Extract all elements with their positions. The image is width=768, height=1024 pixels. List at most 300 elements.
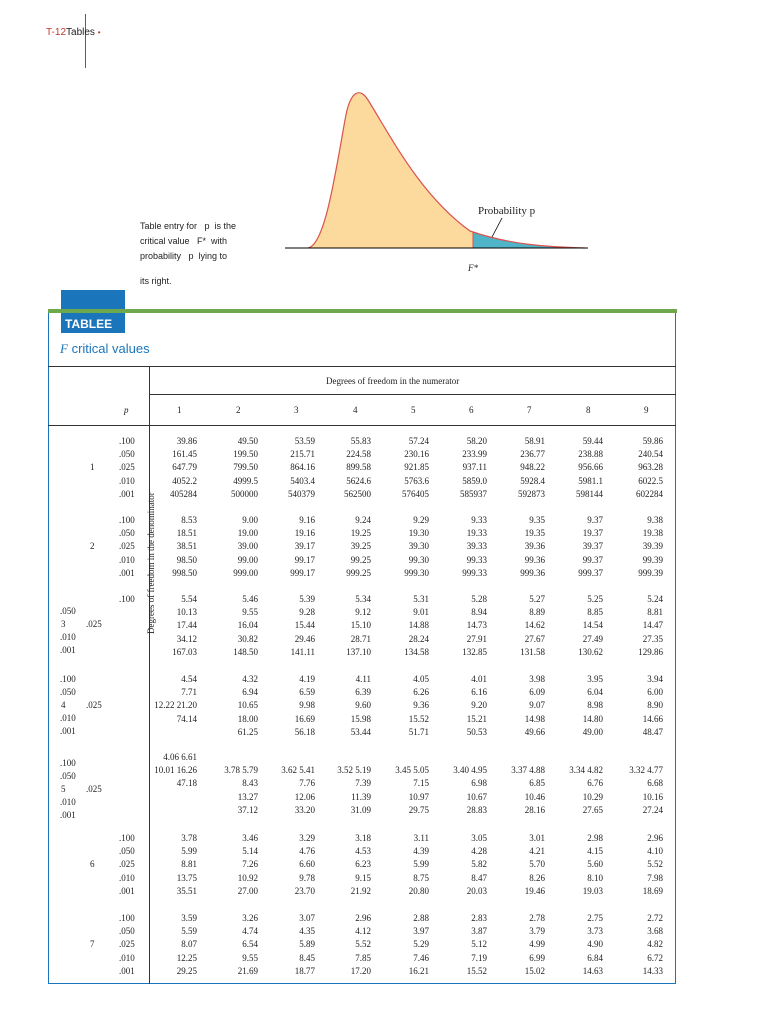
column-header: 8 (586, 405, 591, 415)
table-cell: 59.86 (642, 436, 663, 446)
table-cell: 2.96 (647, 833, 663, 843)
table-cell: 21.69 (237, 965, 258, 976)
column-header: 2 (236, 405, 241, 415)
table-cell: 28.24 (408, 633, 429, 644)
table-cell: 9.20 (471, 700, 487, 711)
table-cell: 500000 (231, 488, 258, 499)
p-level-label: .010 (60, 713, 76, 723)
table-tag: TABLEE (61, 313, 125, 333)
title-f: F (60, 341, 68, 356)
table-cell: 4.06 6.61 (163, 752, 197, 762)
fstar-label: F* (468, 263, 478, 273)
table-cell: 230.16 (404, 449, 429, 460)
table-cell: 9.55 (242, 607, 258, 618)
table-cell: 6.68 (647, 778, 663, 789)
table-cell: 19.03 (582, 885, 603, 896)
p-level-label: .100 (60, 674, 76, 684)
numerator-heading: Degrees of freedom in the numerator (326, 376, 460, 386)
table-cell: 999.36 (520, 567, 545, 578)
table-cell: 14.54 (582, 620, 603, 631)
table-cell: 5624.6 (346, 475, 371, 486)
table-cell: 28.16 (524, 804, 545, 815)
table-cell: 29.46 (294, 633, 315, 644)
table-cell: 4.54 (181, 674, 197, 684)
table-cell: 4.39 (413, 846, 429, 857)
table-cell: 405284 (170, 488, 197, 499)
table-cell: 3.37 4.88 (511, 765, 545, 776)
table-cell: 9.15 (355, 872, 371, 883)
table-cell: 10.97 (408, 791, 429, 802)
table-cell: 39.00 (237, 541, 258, 552)
table-cell: 131.58 (520, 646, 545, 657)
table-rule-vertical (149, 366, 150, 984)
table-cell: 5.27 (529, 594, 545, 604)
table-cell: 4.05 (413, 674, 429, 684)
table-cell: 12.25 (176, 952, 197, 963)
table-cell: 4.28 (471, 846, 487, 857)
table-cell: 921.85 (404, 462, 429, 473)
table-cell: 4.19 (299, 674, 315, 684)
table-cell: 602284 (636, 488, 663, 499)
table-cell: 19.16 (294, 528, 315, 539)
table-cell: 61.25 (237, 726, 258, 737)
table-cell: 50.53 (466, 726, 487, 737)
p-heading: p (124, 405, 129, 415)
table-cell: 28.71 (350, 633, 371, 644)
p-level-label: .100 (119, 913, 135, 923)
table-cell: 53.59 (294, 436, 315, 446)
table-cell: 14.47 (642, 620, 663, 631)
figure-note (140, 219, 280, 289)
table-cell: 7.26 (242, 859, 258, 870)
table-cell: 4.21 (529, 846, 545, 857)
table-cell: 8.07 (181, 939, 197, 950)
table-cell: 49.66 (524, 726, 545, 737)
table-cell: 5.14 (242, 846, 258, 857)
table-cell: 59.44 (582, 436, 603, 446)
table-cell: 14.33 (642, 965, 663, 976)
table-cell: 598144 (576, 488, 603, 499)
table-cell: 34.12 (176, 633, 197, 644)
table-cell: 8.26 (529, 872, 545, 883)
table-cell: 5.28 (471, 594, 487, 604)
table-cell: 18.51 (176, 528, 197, 539)
table-cell: 4052.2 (172, 475, 197, 486)
table-cell: 51.71 (408, 726, 429, 737)
table-cell: 540379 (288, 488, 315, 499)
df-label: 2 (90, 541, 95, 552)
table-cell: 5.60 (587, 859, 603, 870)
table-cell: 16.21 (408, 965, 429, 976)
table-cell: 238.88 (578, 449, 603, 460)
table-cell: 647.79 (172, 462, 197, 473)
table-cell: 23.70 (294, 885, 315, 896)
table-cell: 33.20 (294, 804, 315, 815)
table-cell: 6.72 (647, 952, 663, 963)
table-cell: 9.37 (587, 515, 603, 525)
table-cell: 39.17 (294, 541, 315, 552)
table-cell: 7.76 (299, 778, 315, 789)
table-cell: 4.32 (242, 674, 258, 684)
table-cell: 28.83 (466, 804, 487, 815)
p-level-label: .025 (119, 462, 135, 473)
table-cell: 999.00 (233, 567, 258, 578)
table-cell: 5.29 (413, 939, 429, 950)
table-cell: 27.65 (582, 804, 603, 815)
table-cell: 6.60 (299, 859, 315, 870)
p-level-label: .100 (60, 758, 76, 768)
table-cell: 3.73 (587, 926, 603, 937)
table-cell: 4.15 (587, 846, 603, 857)
table-cell: 4.11 (355, 674, 371, 684)
table-rule-header (48, 425, 676, 426)
table-cell: 5763.6 (404, 475, 429, 486)
table-cell: 18.69 (642, 885, 663, 896)
p-level-label: .001 (60, 645, 76, 655)
table-cell: 5.54 (181, 594, 197, 604)
table-cell: 39.30 (408, 541, 429, 552)
table-cell: 8.98 (587, 700, 603, 711)
table-cell: 99.39 (642, 554, 663, 565)
table-cell: 4999.5 (233, 475, 258, 486)
table-cell: 99.36 (524, 554, 545, 565)
table-cell: 3.52 5.19 (337, 765, 371, 776)
table-cell: 4.90 (587, 939, 603, 950)
table-cell: 16.04 (237, 620, 258, 631)
table-cell: 19.00 (237, 528, 258, 539)
table-cell: 3.45 5.05 (395, 765, 429, 776)
table-cell: 38.51 (176, 541, 197, 552)
table-cell: 6022.5 (638, 475, 663, 486)
table-cell: 29.25 (176, 965, 197, 976)
table-cell: 3.59 (181, 913, 197, 923)
column-header: 4 (353, 405, 358, 415)
table-cell: 5.31 (413, 594, 429, 604)
table-cell: 998.50 (172, 567, 197, 578)
table-cell: 6.76 (587, 778, 603, 789)
table-cell: 15.02 (524, 965, 545, 976)
table-cell: 10.65 (237, 700, 258, 711)
note-line: probability p lying to (140, 251, 228, 261)
table-rule-top (48, 366, 676, 367)
table-cell: 2.88 (413, 913, 429, 923)
table-cell: 10.92 (237, 872, 258, 883)
table-cell: 8.81 (181, 859, 197, 870)
df-label: 7 (90, 939, 95, 950)
table-cell: 39.86 (176, 436, 197, 446)
p-level-label: .001 (119, 885, 135, 896)
table-cell: 4.74 (242, 926, 258, 937)
table-cell: 6.85 (529, 778, 545, 789)
table-cell: 3.01 (529, 833, 545, 843)
table-cell: 3.32 4.77 (629, 765, 663, 776)
table-cell: 2.72 (647, 913, 663, 923)
table-cell: 129.86 (638, 646, 663, 657)
table-cell: 3.18 (355, 833, 371, 843)
table-title (60, 341, 150, 357)
table-cell: 3.94 (647, 674, 663, 684)
table-cell: 4.10 (647, 846, 663, 857)
table-cell: 56.18 (294, 726, 315, 737)
table-cell: 9.00 (242, 515, 258, 525)
table-cell: 4.35 (299, 926, 315, 937)
table-cell: 15.10 (350, 620, 371, 631)
table-cell: 999.25 (346, 567, 371, 578)
table-cell: 4.99 (529, 939, 545, 950)
table-cell: 240.54 (638, 449, 663, 460)
table-cell: 9.98 (299, 700, 315, 711)
table-cell: 39.37 (582, 541, 603, 552)
table-cell: 14.73 (466, 620, 487, 631)
table-cell: 18.00 (237, 713, 258, 724)
table-cell: 5.46 (242, 594, 258, 604)
table-cell: 5859.0 (462, 475, 487, 486)
table-cell: 15.21 (466, 713, 487, 724)
table-cell: 130.62 (578, 646, 603, 657)
table-cell: 48.47 (642, 726, 663, 737)
column-header: 5 (411, 405, 416, 415)
table-cell: 9.55 (242, 952, 258, 963)
table-cell: 10.13 (176, 607, 197, 618)
table-cell: 17.44 (176, 620, 197, 631)
table-cell: 10.01 16.26 (154, 765, 197, 776)
table-cell: 956.66 (578, 462, 603, 473)
table-cell: 2.83 (471, 913, 487, 923)
table-cell: 5.52 (355, 939, 371, 950)
table-cell: 3.95 (587, 674, 603, 684)
p-level-label: .010 (119, 952, 135, 963)
table-cell: 562500 (344, 488, 371, 499)
table-cell: 236.77 (520, 449, 545, 460)
table-cell: 6.98 (471, 778, 487, 789)
table-cell: 4.01 (471, 674, 487, 684)
df-label: 5 (61, 784, 66, 794)
table-cell: 9.07 (529, 700, 545, 711)
table-cell: 35.51 (176, 885, 197, 896)
table-cell: 27.67 (524, 633, 545, 644)
table-cell: 5.70 (529, 859, 545, 870)
table-cell: 9.12 (355, 607, 371, 618)
table-cell: 49.00 (582, 726, 603, 737)
table-cell: 2.96 (355, 913, 371, 923)
table-cell: 5.99 (413, 859, 429, 870)
table-cell: 899.58 (346, 462, 371, 473)
p-level-label: .050 (60, 606, 76, 616)
table-cell: 799.50 (233, 462, 258, 473)
table-cell: 98.50 (176, 554, 197, 565)
table-cell: 7.39 (355, 778, 371, 789)
table-cell: 58.91 (524, 436, 545, 446)
table-cell: 9.36 (413, 700, 429, 711)
table-cell: 21.92 (350, 885, 371, 896)
table-cell: 7.19 (471, 952, 487, 963)
table-cell: 58.20 (466, 436, 487, 446)
table-cell: 27.91 (466, 633, 487, 644)
table-cell: 4.12 (355, 926, 371, 937)
table-cell: 39.25 (350, 541, 371, 552)
table-cell: 19.38 (642, 528, 663, 539)
p-level-label: .010 (119, 554, 135, 565)
probability-label: Probability p (478, 205, 536, 217)
table-cell: 55.83 (350, 436, 371, 446)
table-cell: 167.03 (172, 646, 197, 657)
table-cell: 7.85 (355, 952, 371, 963)
column-header: 3 (294, 405, 299, 415)
table-cell: 6.09 (529, 687, 545, 698)
p-level-label: .001 (60, 726, 76, 736)
table-cell: 592873 (518, 488, 545, 499)
table-cell: 137.10 (346, 646, 371, 657)
table-cell: 5.59 (181, 926, 197, 937)
column-header: 6 (469, 405, 474, 415)
table-cell: 9.24 (355, 515, 371, 525)
table-cell: 15.98 (350, 713, 371, 724)
table-cell: 99.37 (582, 554, 603, 565)
table-cell: 6.23 (355, 859, 371, 870)
table-cell: 999.17 (290, 567, 315, 578)
table-cell: 74.14 (176, 713, 197, 724)
section-name: Tables (66, 27, 95, 38)
p-level-label: .025 (119, 939, 135, 950)
table-cell: 10.29 (582, 791, 603, 802)
table-cell: 6.94 (242, 687, 258, 698)
table-cell: 29.75 (408, 804, 429, 815)
title-rest: critical values (67, 341, 150, 356)
pointer-arrow (492, 218, 502, 237)
table-cell: 5.82 (471, 859, 487, 870)
table-cell: 13.75 (176, 872, 197, 883)
table-cell: 999.39 (638, 567, 663, 578)
table-cell: 199.50 (233, 449, 258, 460)
table-cell: 3.07 (299, 913, 315, 923)
table-cell: 3.46 (242, 833, 258, 843)
p-level-label: .025 (119, 859, 135, 870)
table-cell: 57.24 (408, 436, 429, 446)
p-level-label: .010 (60, 797, 76, 807)
table-cell: 3.40 4.95 (453, 765, 487, 776)
table-cell: 39.39 (642, 541, 663, 552)
table-cell: 999.33 (462, 567, 487, 578)
page-number: T-12 (46, 27, 67, 38)
table-cell: 7.46 (413, 952, 429, 963)
table-cell: 3.11 (413, 833, 429, 843)
table-cell: 3.05 (471, 833, 487, 843)
table-cell: 6.84 (587, 952, 603, 963)
table-cell: 31.09 (350, 804, 371, 815)
p-level-label: .050 (119, 528, 135, 539)
table-cell: 14.63 (582, 965, 603, 976)
table-cell: 27.49 (582, 633, 603, 644)
table-cell: 2.98 (587, 833, 603, 843)
table-cell: 9.16 (299, 515, 315, 525)
table-cell: 5.25 (587, 594, 603, 604)
table-cell: 30.82 (237, 633, 258, 644)
p-level-label: .001 (60, 810, 76, 820)
table-cell: 141.11 (290, 646, 315, 657)
table-cell: 3.26 (242, 913, 258, 923)
note-line: Table entry for p is the (140, 221, 237, 231)
p-level-label: .050 (60, 687, 76, 697)
table-cell: 7.98 (647, 872, 663, 883)
table-cell: 5.24 (647, 594, 663, 604)
table-cell: 5981.1 (578, 475, 603, 486)
table-cell: 6.59 (299, 687, 315, 698)
table-cell: 15.44 (294, 620, 315, 631)
table-cell: 5403.4 (290, 475, 315, 486)
table-cell: 15.52 (408, 713, 429, 724)
table-cell: 134.58 (404, 646, 429, 657)
table-cell: 99.30 (408, 554, 429, 565)
running-header (46, 27, 101, 38)
table-cell: 11.39 (351, 791, 371, 802)
table-cell: 8.47 (471, 872, 487, 883)
p-level-label: .025 (86, 784, 102, 794)
df-label: 6 (90, 859, 95, 870)
table-cell: 3.34 4.82 (569, 765, 603, 776)
p-level-label: .100 (119, 436, 135, 446)
table-cell: 6.00 (647, 687, 663, 698)
table-cell: 53.44 (350, 726, 371, 737)
p-level-label: .010 (119, 475, 135, 486)
table-cell: 19.33 (466, 528, 487, 539)
table-cell: 8.75 (413, 872, 429, 883)
table-cell: 8.85 (587, 607, 603, 618)
table-cell: 9.28 (299, 607, 315, 618)
table-cell: 19.30 (408, 528, 429, 539)
table-cell: 948.22 (520, 462, 545, 473)
table-cell: 8.10 (587, 872, 603, 883)
table-cell: 3.29 (299, 833, 315, 843)
table-cell: 9.38 (647, 515, 663, 525)
table-cell: 3.68 (647, 926, 663, 937)
p-level-label: .001 (119, 965, 135, 976)
p-level-label: .050 (60, 771, 76, 781)
table-cell: 99.33 (466, 554, 487, 565)
table-cell: 4.76 (299, 846, 315, 857)
table-cell: 3.78 5.79 (224, 765, 258, 776)
table-cell: 99.00 (237, 554, 258, 565)
column-header: 7 (527, 405, 532, 415)
table-cell: 4.53 (355, 846, 371, 857)
df-label: 1 (90, 462, 95, 473)
table-cell: 3.78 (181, 833, 197, 843)
table-cell: 215.71 (290, 449, 315, 460)
table-cell: 13.27 (237, 791, 258, 802)
table-cell: 2.75 (587, 913, 603, 923)
p-level-label: .025 (119, 541, 135, 552)
column-header: 1 (177, 405, 182, 415)
table-cell: 937.11 (462, 462, 487, 473)
table-cell: 8.53 (181, 515, 197, 525)
table-cell: 10.16 (642, 791, 663, 802)
p-level-label: .025 (86, 619, 102, 629)
table-cell: 9.29 (413, 515, 429, 525)
table-cell: 9.33 (471, 515, 487, 525)
p-level-label: .001 (119, 567, 135, 578)
table-cell: 27.00 (237, 885, 258, 896)
table-cell: 6.04 (587, 687, 603, 698)
table-cell: 47.18 (176, 778, 197, 789)
table-cell: 9.01 (413, 607, 429, 618)
curve-fill (308, 93, 585, 248)
table-cell: 18.77 (294, 965, 315, 976)
table-cell: 7.71 (181, 687, 197, 698)
table-cell: 6.16 (471, 687, 487, 698)
table-cell: 17.20 (350, 965, 371, 976)
table-cell: 14.88 (408, 620, 429, 631)
f-distribution-figure (280, 85, 590, 280)
table-cell: 9.60 (355, 700, 371, 711)
